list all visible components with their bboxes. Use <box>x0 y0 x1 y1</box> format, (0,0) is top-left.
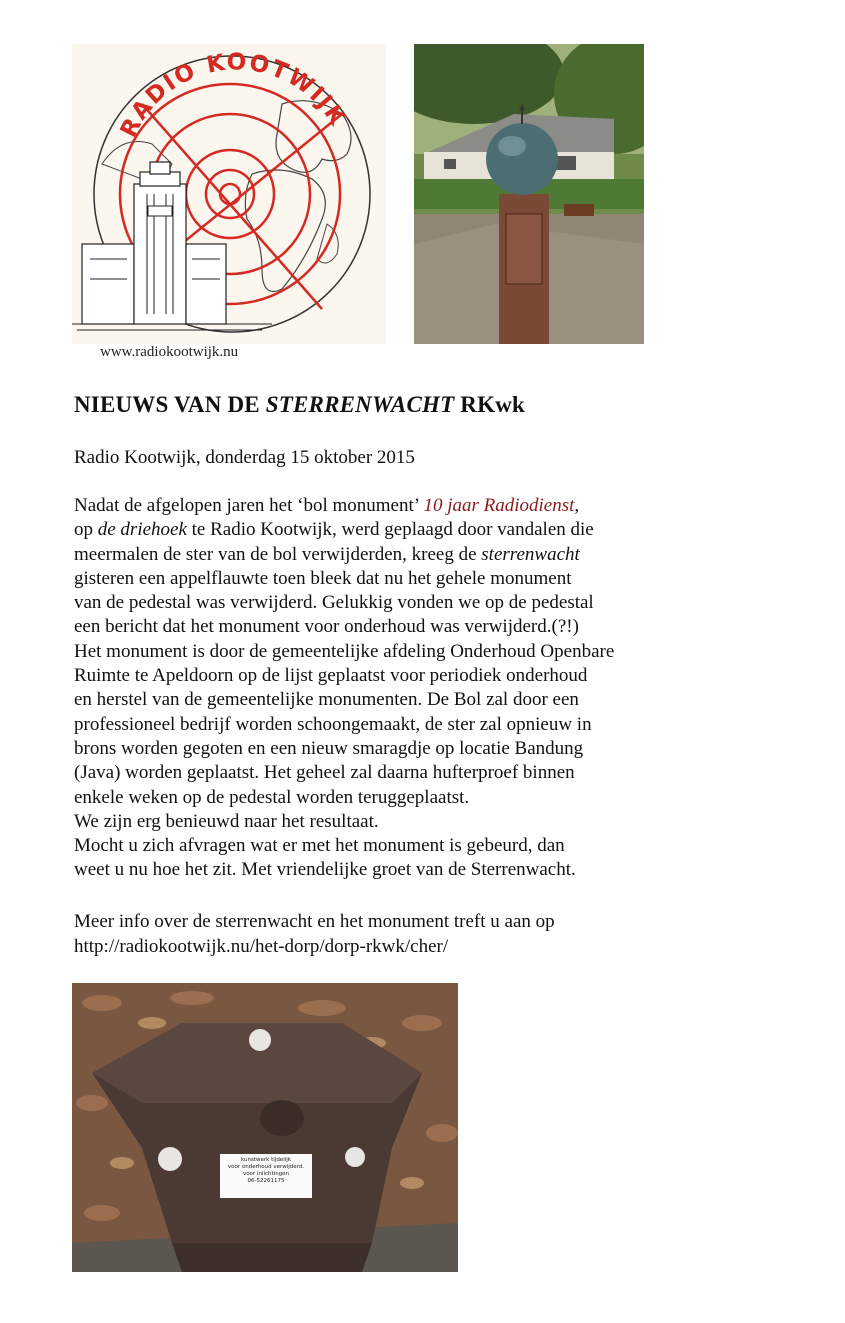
notice-line: voor onderhoud verwijderd. <box>227 1164 305 1170</box>
article-line: Mocht u zich afvragen wat er met het monument is gebeurd, dan <box>74 835 565 857</box>
article-line: een bericht dat het monument voor onderhoud was verwijderd.(?!) <box>74 616 579 638</box>
notice-line: voor inlichtingen <box>242 1171 290 1177</box>
notice-line: kunstwerk tijdelijk <box>241 1157 291 1163</box>
article-line: Het monument is door de gemeentelijke afdeling Onderhoud Openbare <box>74 640 615 662</box>
article-line: meermalen de ster van de bol verwijderden, kreeg de sterrenwacht <box>74 543 580 565</box>
article-link-radiodienst[interactable]: 10 jaar Radiodienst <box>423 495 575 516</box>
empty-pedestal-photo <box>72 983 458 1272</box>
page-title <box>74 392 525 418</box>
title-part-2: STERRENWACHT <box>265 392 455 417</box>
article-line: Ruimte te Apeldoorn op de lijst geplaatst voor periodiek onderhoud <box>74 665 588 687</box>
more-info-link[interactable]: http://radiokootwijk.nu/het-dorp/dorp-rkwk/cher/ <box>74 935 449 957</box>
article-line: en herstel van de gemeentelijke monumenten. De Bol zal door een <box>74 689 579 711</box>
article-line: We zijn erg benieuwd naar het resultaat. <box>74 810 379 832</box>
article-line: enkele weken op de pedestal worden teruggeplaatst. <box>74 786 470 808</box>
article-line: brons worden gegoten en een nieuw smaragdje op locatie Bandung <box>74 737 584 759</box>
website-url[interactable]: www.radiokootwijk.nu <box>100 344 239 360</box>
article-line: van de pedestal was verwijderd. Gelukkig vonden we op de pedestal <box>74 592 594 614</box>
more-info <box>74 910 555 959</box>
article-line: weet u nu hoe het zit. Met vriendelijke groet van de Sterrenwacht. <box>74 859 576 881</box>
article-body <box>74 494 814 883</box>
logo-wordmark: RADIO KOOTWIJK <box>115 49 351 142</box>
notice-line: 06-52261175 <box>247 1178 285 1184</box>
more-info-text: Meer info over de sterrenwacht en het monument treft u aan op <box>74 911 555 932</box>
globe-monument-photo <box>414 44 644 344</box>
radio-kootwijk-logo <box>72 44 386 344</box>
title-part-3: RKwk <box>454 392 526 417</box>
title-part-1: NIEUWS VAN DE <box>74 392 266 417</box>
dateline: Radio Kootwijk, donderdag 15 oktober 2015 <box>74 447 415 468</box>
article-line: Nadat de afgelopen jaren het ‘bol monument’ 10 jaar Radiodienst, <box>74 495 580 516</box>
article-line: gisteren een appelflauwte toen bleek dat nu het gehele monument <box>74 567 572 589</box>
logo-drawing <box>72 44 386 344</box>
article-line: (Java) worden geplaatst. Het geheel zal daarna hufterproef binnen <box>74 762 575 784</box>
article-line: op de driehoek te Radio Kootwijk, werd geplaagd door vandalen die <box>74 519 594 541</box>
maintenance-notice-card <box>220 1154 312 1198</box>
article-line: professioneel bedrijf worden schoongemaakt, de ster zal opnieuw in <box>74 713 592 735</box>
